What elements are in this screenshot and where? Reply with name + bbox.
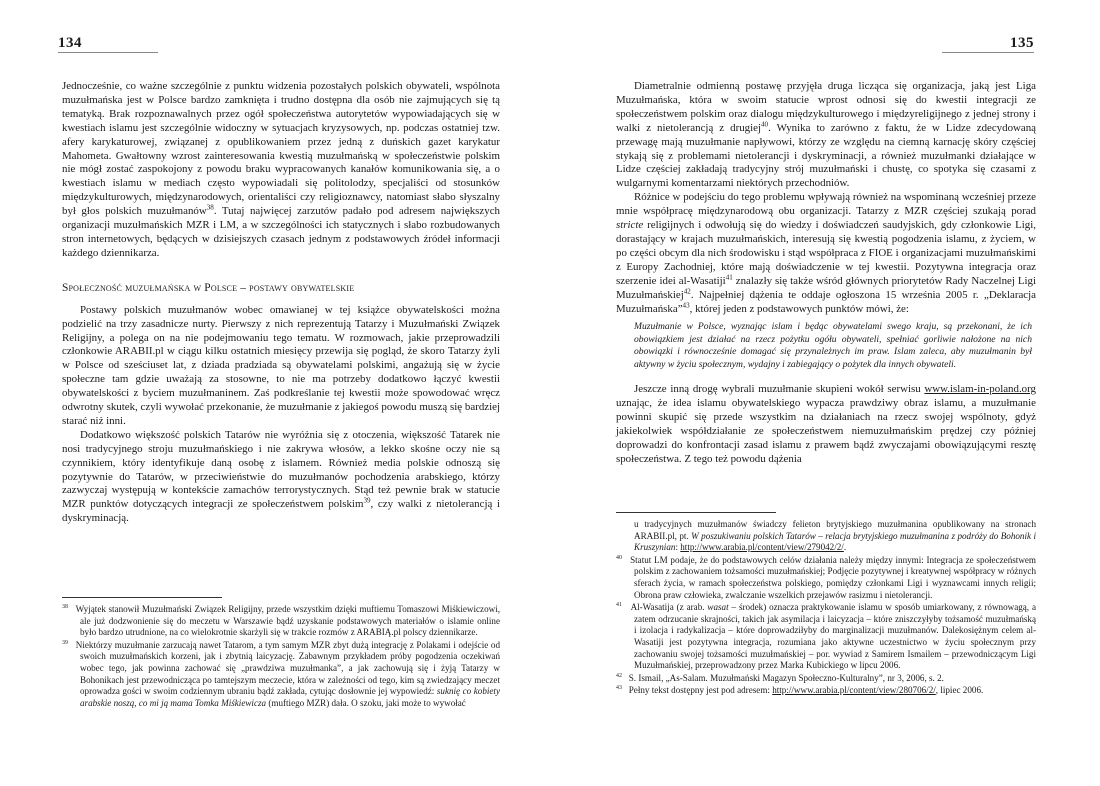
footnote-38: $^{38}$ Wyjątek stanowił Muzułmański Związek Religijny, przede wszystkim dzięki muftiemu Tomaszowi Miśkiewiczowi, ale już dodzwonienie się do meczetu w Warszawie bądź uzyskanie podstawowych materiałów o islamie online było bardzo utrudnione, na co wielokrotnie skarżyli się w trakcie rozmów z ARABIĄ.pl polscy dziennikarze. (62, 603, 500, 638)
paragraph: Różnice w podejściu do tego problemu wpływają również na wspominaną wcześniej przeze mnie współpracę międzynarodową obu organizacji. Tatarzy z MZR częściej szukają porad stricte religijnych i odwołują się do wiedzy i doświadczeń saudyjskich, gdy członkowie Ligi, dorastający w krajach muzułmańskich, interesują się kwestią pogodzenia islamu, z życiem, w po części obcym dla nich środowisku i stąd współpraca z FIOE i organizacjami muzułmańskimi z Europy Zachodniej, które mają doświadczenie w tej kwestii. Pozytywna integracja oraz szerzenie idei al-Wasatiji$^{41}$ znalazły się także wśród głównych priorytetów Rady Naczelnej Ligi Muzułmańskiej$^{42}$. Najpełniej dążenia te oddaje ogłoszona 15 września 2005 r. „Deklaracja Muzułmańska”$^{43}$, której jeden z podstawowych punktów mówi, że: (616, 191, 1036, 315)
footnote-40: $^{40}$ Statut LM podaje, że do podstawowych celów działania należy między innymi: Integracja ze społeczeństwem polskim z zachowaniem tożsamości muzułmańskiej; Podjęcie pozytywnej i kreatywnej współpracy w różnych sferach życia, w ramach społeczeństwa polskiego, pomiędzy członkami Ligi i wyznawcami innych religii; Obrona praw człowieka, zwalczanie wszelkich przejawów rasizmu i nietolerancji. (616, 554, 1036, 600)
footnote-separator (616, 512, 776, 513)
paragraph: Postawy polskich muzułmanów wobec omawianej w tej książce obywatelskości można podzielić na trzy zasadnicze nurty. Pierwszy z nich reprezentują Tatarzy i Muzułmański Związek Religijny, a polega on na nie podejmowaniu tego tematu. W rozmowach, jakie przeprowadzili członkowie ARABII.pl w ciągu kilku ostatnich miesięcy przewija się pogląd, że skoro Tatarzy żyli w Polsce od sześciuset lat, z dziada pradziada są obywatelami polskimi, angażują się w życie społeczne tam gdzie uważają za stosowne, to nie ma potrzeby dodatkowo łączyć kwestii obywatelskości z byciem muzułmaninem. Zaś podkreślanie tej kwestii może spowodować wręcz odwrotny skutek, czyli wywołać przekonanie, że muzułmanie z jakiegoś powodu muszą się bardziej starać niż inni. (62, 303, 500, 427)
left-footnotes (62, 597, 500, 710)
footnote-43: $^{43}$ Pełny tekst dostępny jest pod adresem: http://www.arabia.pl/content/view/280706/2/, lipiec 2006. (616, 685, 984, 696)
footnote-link[interactable]: http://www.arabia.pl/content/view/279042/2/ (680, 542, 844, 553)
right-page (550, 0, 1100, 786)
footnote-link[interactable]: http://www.arabia.pl/content/view/280706/2/ (772, 685, 936, 696)
right-footnotes (616, 512, 1036, 698)
footnote-ref[interactable]: 38 (206, 203, 214, 212)
footnote-ref[interactable]: 39 (363, 496, 371, 505)
paragraph: Dodatkowo większość polskich Tatarów nie wyróżnia się z otoczenia, większość Tatarek nie nosi tradycyjnego stroju muzułmańskiego i nie zakrywa włosów, a lekko skośne oczy nie są czynnikiem, który identyfikuje daną osobę z islamem. Również media polskie odnoszą się pozytywnie do Tatarów, w przeciwieństwie do muzułmanów pochodzenia arabskiego, którzy zazwyczaj występują w kontekście zamachów terrorystycznych. Stąd też pewnie brak w statucie MZR punktów dotyczących integracji ze społeczeństwem polskim$^{39}$, czy walki z nietolerancją i dyskryminacją. (62, 428, 500, 525)
footnote-separator (62, 597, 222, 598)
header-rule (58, 52, 158, 53)
paragraph: Jednocześnie, co ważne szczególnie z punktu widzenia pozostałych polskich obywateli, wspólnota muzułmańska jest w Polsce bardzo zamknięta i trudno dostępna dla osób nie zajmujących się tą tematyką. Brak rozpoznawalnych przez ogół społeczeństwa autorytetów wypowiadających się w kwestiach islamu jest szczególnie widoczny w sytuacjach kryzysowych, np. podczas ostatniej tzw. afery karykaturowej, związanej z opublikowaniem przez jedną z duńskich gazet karykatur Mahometa. Gwałtowny wzrost zainteresowania kwestią muzułmańską w społeczeństwie polskim nie mógł zostać zaspokojony z powodu braku wypracowanych kanałów komunikowania się, a o kwestiach islamu w mediach często wypowiadali się politolodzy, specjaliści od stosunków międzykulturowych, międzynarodowych, orientaliści czy religioznawcy, natomiast słabo słyszalny był głos polskich muzułmanów$^{38}$. Tutaj najwięcej zarzutów padało pod adresem największych organizacji muzułmańskich MZR i LM, a w szczególności ich statycznych i słabo rozbudowanych stron internetowych, będących w dzisiejszych czasach jednym z podstawowych źródeł informacji każdego dziennikarza. (62, 80, 500, 259)
right-body-text (616, 80, 1036, 466)
left-body-text (62, 80, 500, 526)
footnote-ref[interactable]: 41 (725, 273, 733, 282)
website-link[interactable]: www.islam-in-poland.org (924, 383, 1036, 396)
footnote-continued: u tradycyjnych muzułmanów świadczy felieton brytyjskiego muzułmanina opublikowany na stronach ARABII.pl, pt. W poszukiwaniu polskich Tatarów – relacja brytyjskiego muzułmanina z podróży do Bohonik i Kruszynian: http://www.arabia.pl/content/view/279042/2/. (634, 519, 1036, 553)
footnote-ref[interactable]: 43 (682, 300, 690, 309)
section-heading: Społeczność muzułmańska w Polsce – postawy obywatelskie (62, 281, 355, 294)
page-number: 134 (58, 35, 82, 51)
footnote-41: $^{41}$ Al-Wasatija (z arab. wasat – środek) oznacza praktykowanie islamu w sposób umiarkowany, z równowagą, a zatem odrzucanie skrajności, takich jak asymilacja i laicyzacja – które zniszczyłyby tożsamość muzułmańską i izolacja i radykalizacja – które doprowadziłyby do marginalizacji muzułmanów. Dalekosiężnym celem al-Wasatiji jest pozytywna integracja, rozumiana jako aktywne uczestnictwo w życiu społecznym przy zachowaniu swojej tożsamości muzułmańskiej – por. wywiad z Samirem Ismailem – przewodniczącym Ligi Muzułmańskiej, przeprowadzony przez Marka Kubickiego w lipcu 2006. (616, 602, 1036, 671)
page-number: 135 (1010, 35, 1034, 51)
footnote-42: $^{42}$ S. Ismail, „As-Salam. Muzułmański Magazyn Społeczno-Kulturalny”, nr 3, 2006, s. 2. (616, 672, 944, 683)
footnote-39: $^{39}$ Niektórzy muzułmanie zarzucają nawet Tatarom, a tym samym MZR zbyt dużą integrację z Polakami i odejście od swoich muzułmańskich korzeni, jak i zbytnią laicyzację. Zabawnym przykładem próby pogodzenia oczekiwań wobec tego, jak powinna zachować się „prawdziwa muzułmanka”, a jak zachowują się i żyją Tatarzy w Bohonikach jest przewodnicząca po tamtejszym meczecie, która w zależności od tego, kim są zwiedzający meczet oprowadza gości w swoim codziennym ubraniu bądź zakłada, cytując dosłownie jej wypowiedź: suknię co kobiety arabskie noszą, co mi ją mama Tomka Miśkiewicza (muftiego MZR) dała. O szoku, jaki może to wywołać (62, 639, 500, 708)
header-rule (942, 52, 1034, 53)
paragraph: Jeszcze inną drogę wybrali muzułmanie skupieni wokół serwisu www.islam-in-poland.org uznając, że idea islamu obywatelskiego wypacza prawdziwy obraz islamu, a muzułmanie powinni skupić się przede wszystkim na działaniach na rzecz swojej wspólnoty, gdyż jakiekolwiek współdziałanie ze społeczeństwem niemuzułmańskim prędzej czy później doprowadzi do konfrontacji zasad islamu z prawem bądź zwyczajami obowiązującymi resztę społeczeństwa. Z tego też powodu dążenia (616, 383, 1036, 465)
paragraph: Diametralnie odmienną postawę przyjęła druga licząca się organizacja, jaką jest Liga Muzułmańska, która w swoim statucie wprost odnosi się do kwestii integracji ze społeczeństwem polskim oraz dialogu międzykulturowego i międzyreligijnego z jednej strony i walki z nietolerancją z drugiej$^{40}$. Wynika to zarówno z faktu, że w Lidze zdecydowaną przewagę mają muzułmanie napływowi, którzy ze względu na ciemną karnację skóry częściej stykają się z problemami nietolerancji i dyskryminacji, a również muzułmanki działające w Lidze częściej zakładają tradycyjny strój muzułmański i chustę, co spotyka się czasami z wulgarnymi komentarzami niektórych przechodniów. (616, 80, 1036, 190)
footnote-ref[interactable]: 40 (761, 120, 769, 129)
block-quote: Muzułmanie w Polsce, wyznając islam i będąc obywatelami swego kraju, są przekonani, że ich obowiązkiem jest działać na rzecz pożytku ogółu obywateli, spełniać gorliwie nałożone na nich obowiązki i równocześnie domagać się przynależnych im praw. Islam zaleca, aby muzułmanin był aktywny w życiu społecznym, wydajny i zabiegający o pożytek dla innych obywateli. (634, 321, 1032, 370)
footnote-ref[interactable]: 42 (683, 286, 691, 295)
